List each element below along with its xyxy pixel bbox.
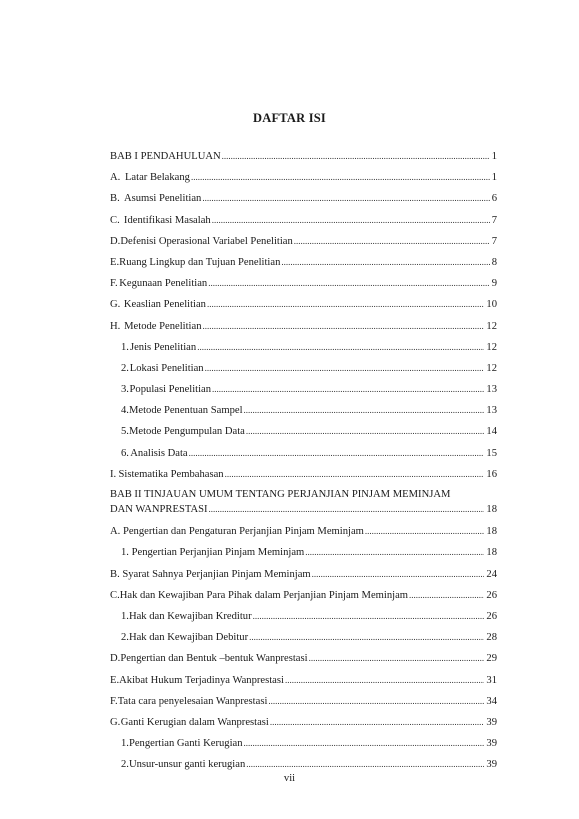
toc-entry — [110, 361, 497, 375]
dot-leader — [246, 757, 484, 771]
toc-entry-page: 18 — [486, 547, 497, 559]
toc-entry-page: 39 — [486, 759, 497, 771]
toc-entry — [110, 567, 497, 581]
toc-entry — [110, 319, 497, 333]
toc-entry-label: 1. — [121, 341, 129, 353]
toc-entry-title: Hak dan Kewajiban Para Pihak dalam Perjanjian Pinjam Meminjam — [119, 589, 409, 601]
toc-entry-page: 18 — [486, 504, 497, 515]
toc-entry-label: H. — [110, 320, 121, 332]
dot-leader — [244, 736, 485, 750]
toc-entry — [110, 191, 497, 205]
toc-entry-title: Metode Pengumpulan Data — [128, 426, 245, 438]
toc-entry-title: B. Syarat Sahnya Perjanjian Pinjam Meminjam — [110, 568, 311, 580]
toc-entry-page: 18 — [486, 526, 497, 538]
toc-entry-page: 29 — [486, 653, 497, 665]
toc-entry — [110, 673, 497, 687]
toc-entry-title: Analisis Data — [130, 447, 188, 459]
dot-leader — [285, 673, 484, 687]
toc-entry-title: Defenisi Operasional Variabel Penelitian — [120, 235, 293, 247]
toc-entry-title: BAB I PENDAHULUAN — [110, 151, 221, 162]
toc-entry-page: 16 — [486, 468, 497, 480]
toc-entry-title: Akibat Hukum Terjadinya Wanprestasi — [119, 674, 284, 686]
dot-leader — [191, 170, 490, 184]
page-number: vii — [283, 773, 296, 784]
toc-entry-title: Asumsi Penelitian — [123, 193, 202, 205]
toc-entry — [110, 524, 497, 538]
toc-entry — [110, 630, 497, 644]
dot-leader — [246, 424, 485, 438]
toc-entry-title: Latar Belakang — [124, 172, 190, 184]
dot-leader — [270, 715, 485, 729]
dot-leader — [253, 609, 485, 623]
dot-leader — [409, 588, 484, 602]
dot-leader — [281, 255, 489, 269]
toc-entry-page: 1 — [491, 151, 497, 162]
toc-entry-title: Metode Penentuan Sampel — [128, 405, 243, 417]
dot-leader — [225, 467, 485, 481]
toc-entry-label: F. — [110, 278, 118, 290]
toc-entry-page: 34 — [486, 695, 497, 707]
toc-entry-page: 15 — [486, 447, 497, 459]
page-title: DAFTAR ISI — [253, 111, 326, 125]
dot-leader — [209, 502, 485, 516]
toc-entry — [110, 545, 497, 559]
toc-entry — [110, 382, 497, 396]
toc-entry-title: Ruang Lingkup dan Tujuan Penelitian — [119, 256, 281, 268]
toc-entry — [110, 170, 497, 184]
toc-entry-title: Tata cara penyelesaian Wanprestasi — [117, 695, 268, 707]
toc-entry-label: B. — [110, 193, 120, 205]
toc-entry-page: 39 — [486, 738, 497, 750]
toc-entry — [110, 651, 497, 665]
toc-entry-page: 31 — [486, 674, 497, 686]
toc-entry-title: Ganti Kerugian dalam Wanprestasi — [120, 716, 269, 728]
toc-entry-label: 2. — [121, 632, 129, 644]
toc-entry-label: 1. — [121, 610, 129, 622]
toc-entry — [110, 757, 497, 771]
toc-entry-page: 13 — [486, 405, 497, 417]
toc-entry — [110, 213, 497, 227]
toc-entry-title: 1. Pengertian Perjanjian Pinjam Meminjam — [121, 547, 305, 559]
toc-entry-label: A. — [110, 172, 121, 184]
toc-entry — [110, 276, 497, 290]
toc-entry-label: 2. — [121, 362, 129, 374]
toc-entry — [110, 403, 497, 417]
toc-entry-page: 10 — [486, 299, 497, 311]
toc-entry — [110, 694, 497, 708]
toc-entry-page: 12 — [486, 341, 497, 353]
dot-leader — [212, 382, 484, 396]
toc-entry-page: 13 — [486, 384, 497, 396]
toc-entry — [110, 715, 497, 729]
toc-entry-label: G. — [110, 299, 121, 311]
dot-leader — [208, 276, 489, 290]
toc-entry-page: 12 — [486, 320, 497, 332]
toc-entry-page: 6 — [491, 193, 497, 205]
dot-leader — [294, 234, 490, 248]
toc-entry-title: Hak dan Kewajiban Kreditur — [128, 610, 252, 622]
toc-entry — [110, 609, 497, 623]
toc-entry-label: G. — [110, 716, 121, 728]
toc-entry-title: A. Pengertian dan Pengaturan Perjanjian Pinjam Meminjam — [110, 526, 364, 538]
toc-entry-page: 24 — [486, 568, 497, 580]
toc-entry — [110, 488, 497, 517]
toc-entry-page: 8 — [491, 256, 497, 268]
toc-entry-title: Keaslian Penelitian — [123, 299, 206, 311]
toc-entry-page: 1 — [491, 172, 497, 184]
toc-entry-title: Jenis Penelitian — [129, 341, 197, 353]
toc-entry-page: 7 — [491, 235, 497, 247]
toc-entry-page: 12 — [486, 362, 497, 374]
toc-entry-title: BAB II TINJAUAN UMUM TENTANG PERJANJIAN PINJAM MEMINJAM — [110, 489, 451, 500]
toc-entry-page: 26 — [486, 610, 497, 622]
toc-entry — [110, 297, 497, 311]
dot-leader — [189, 446, 485, 460]
toc-entry-title: Lokasi Penelitian — [129, 362, 204, 374]
toc-entry-page: 7 — [491, 214, 497, 226]
toc-entry-title: Populasi Penelitian — [129, 384, 212, 396]
toc-entry-title: Sistematika Pembahasan — [118, 468, 224, 480]
toc-entry — [110, 149, 497, 163]
toc-entry-label: E. — [110, 674, 120, 686]
toc-entry-label: E. — [110, 256, 120, 268]
toc-entry — [110, 588, 497, 602]
toc-entry-label: C. — [110, 589, 120, 601]
toc-entry-title: Hak dan Kewajiban Debitur — [128, 632, 249, 644]
dot-leader — [202, 191, 489, 205]
toc-entry-title-cont: DAN WANPRESTASI — [110, 504, 208, 515]
toc-entry-title: Pengertian dan Bentuk –bentuk Wanprestasi — [120, 653, 308, 665]
toc-entry-label: 4. — [121, 405, 129, 417]
toc-entry-label: 1. — [121, 738, 129, 750]
toc-entry-label: 6. — [121, 447, 129, 459]
dot-leader — [205, 361, 485, 375]
dot-leader — [365, 524, 485, 538]
dot-leader — [212, 213, 490, 227]
toc-entry-title: Metode Penelitian — [124, 320, 202, 332]
toc-entry-page: 14 — [486, 426, 497, 438]
toc-entry-page: 39 — [486, 716, 497, 728]
toc-entry — [110, 736, 497, 750]
toc-entry-page: 28 — [486, 632, 497, 644]
toc-entry — [110, 446, 497, 460]
toc-entry-label: D. — [110, 235, 121, 247]
dot-leader — [197, 340, 484, 354]
dot-leader — [249, 630, 484, 644]
dot-leader — [203, 319, 485, 333]
dot-leader — [309, 651, 485, 665]
dot-leader — [312, 567, 485, 581]
toc-entry-label: F. — [110, 695, 118, 707]
toc-entry-title: Identifikasi Masalah — [123, 214, 211, 226]
dot-leader — [222, 149, 490, 163]
toc-entry-label: 3. — [121, 384, 129, 396]
toc-entry-label: D. — [110, 653, 121, 665]
toc-entry-label: 5. — [121, 426, 129, 438]
toc-entry-label: 2. — [121, 759, 129, 771]
toc-entry — [110, 424, 497, 438]
toc-entry — [110, 340, 497, 354]
toc-entry — [110, 255, 497, 269]
toc-entry-label: C. — [110, 214, 120, 226]
dot-leader — [268, 694, 484, 708]
toc-entry-title: Kegunaan Penelitian — [119, 278, 208, 290]
dot-leader — [305, 545, 484, 559]
dot-leader — [244, 403, 485, 417]
toc-entry — [110, 467, 497, 481]
toc-entry-label: I. — [110, 468, 117, 480]
toc-entry-page: 26 — [486, 589, 497, 601]
toc-entry-page: 9 — [491, 278, 497, 290]
toc-entry-title: Pengertian Ganti Kerugian — [128, 738, 243, 750]
toc-entry-title: Unsur-unsur ganti kerugian — [128, 759, 246, 771]
dot-leader — [207, 297, 484, 311]
table-of-contents — [110, 149, 497, 778]
toc-entry — [110, 234, 497, 248]
